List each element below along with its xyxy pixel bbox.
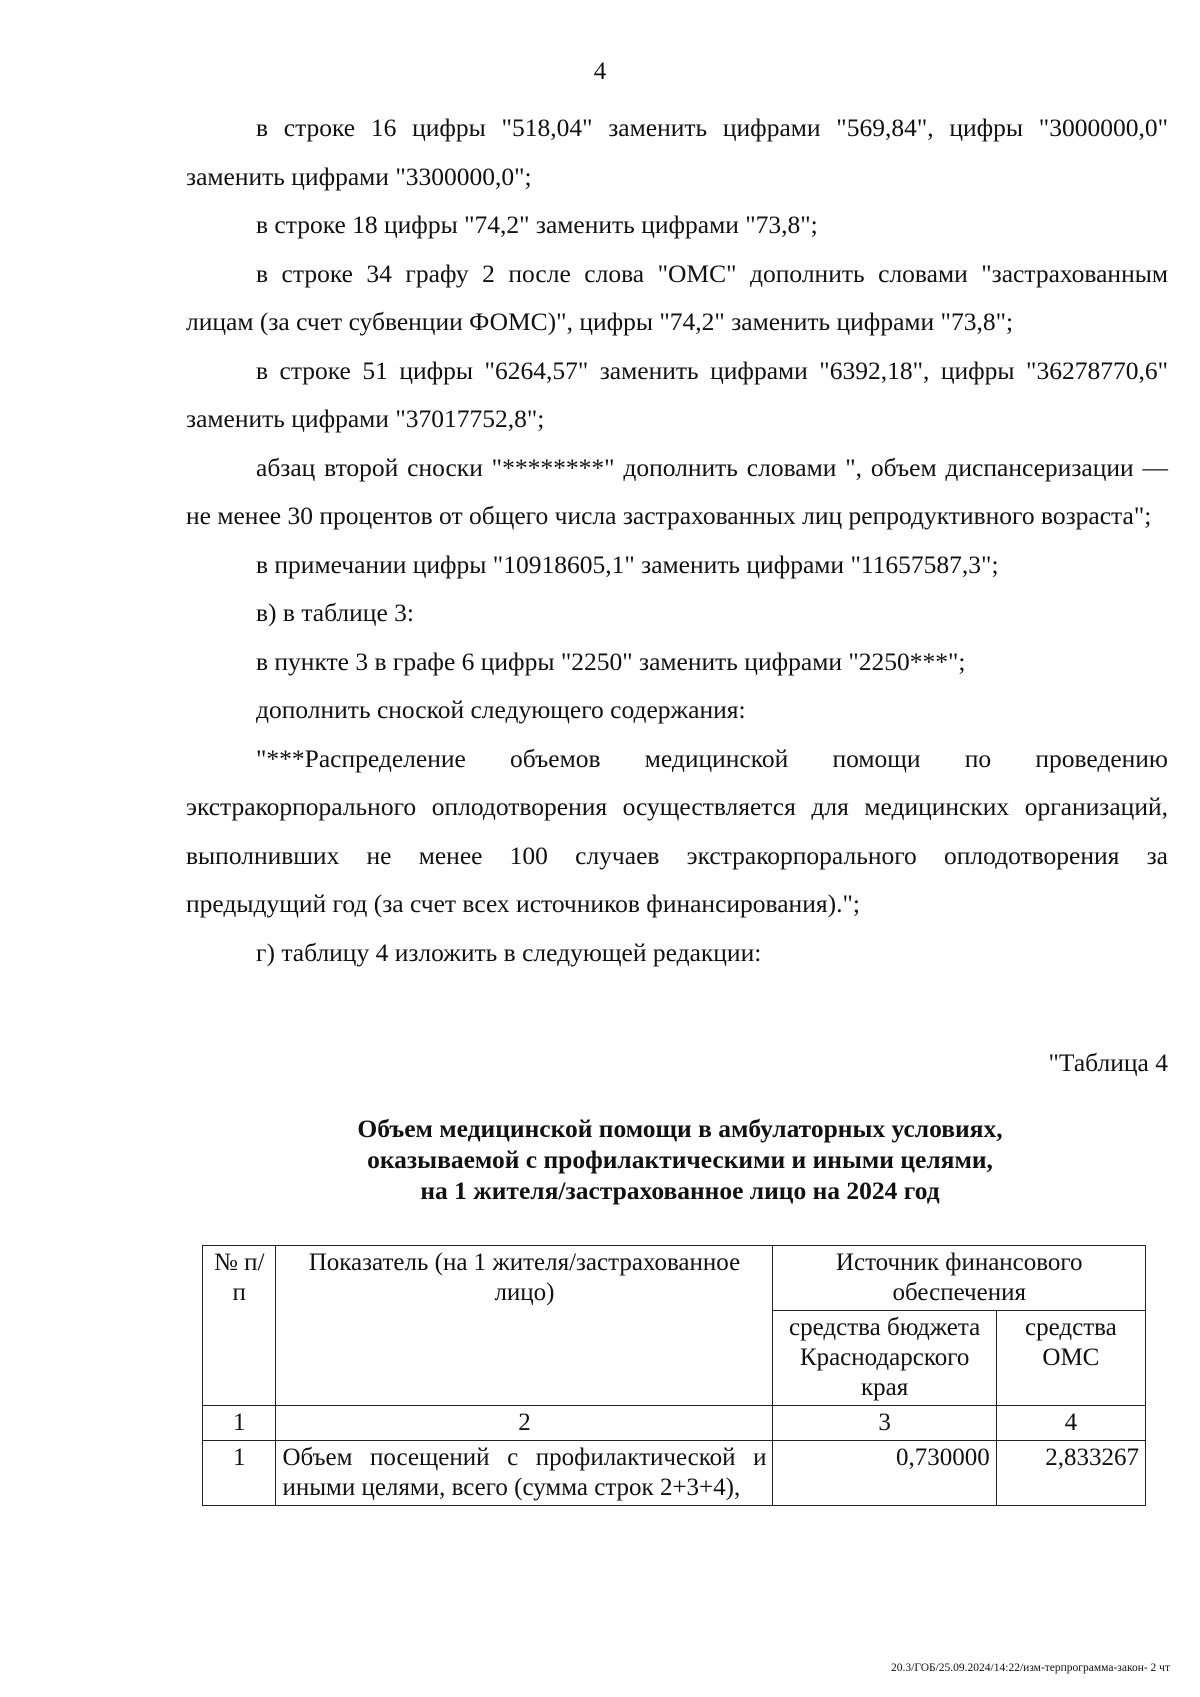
paragraph-line-18: в строке 18 цифры "74,2" заменить цифрами "73,8"; [256, 210, 818, 239]
header-number: № п/п [203, 1246, 276, 1406]
row-indicator: Объем посещений с профилактической и иными целями, всего (сумма строк 2+3+4), [276, 1441, 773, 1506]
column-number-1: 1 [203, 1406, 276, 1441]
row-oms-value: 2,833267 [996, 1441, 1145, 1506]
header-funding-source: Источник финансового обеспечения [773, 1246, 1146, 1311]
table-label: "Таблица 4 [1048, 1048, 1168, 1077]
header-regional-budget: средства бюджета Краснодарского края [773, 1311, 996, 1406]
row-number: 1 [203, 1441, 276, 1506]
column-number-4: 4 [996, 1406, 1145, 1441]
paragraph-table-3: в) в таблице 3: [256, 598, 414, 627]
paragraph-note: в примечании цифры "10918605,1" заменить цифрами "11657587,3"; [256, 549, 999, 579]
column-number-2: 2 [276, 1406, 773, 1441]
paragraph-item-3: в пункте 3 в графе 6 цифры "2250" заменить цифрами "2250***"; [256, 646, 966, 676]
table-row [203, 1441, 1146, 1506]
volume-table [202, 1245, 1146, 1506]
paragraph-footnote-text: "***Распределение объемов медицинской помощи по проведению экстракорпорального оплодотворения осуществляется для медицинских организаций, выполнивших не менее 100 случаев экстракорпорального оплодотворения за предыдущий год (за счет всех источников финансирования)."; [186, 743, 1168, 918]
table-header-row [203, 1246, 1146, 1311]
document-footer: 20.3/ГОБ/25.09.2024/14:22/изм-терпрограмма-закон- 2 чт [891, 1662, 1170, 1674]
document-body [186, 104, 1168, 977]
paragraph-line-34: в строке 34 графу 2 после слова "ОМС" дополнить словами "застрахованным лицам (за счет субвенции ФОМС)", цифры "74,2" заменить цифрами "73,8"; [186, 258, 1168, 336]
table-title [0, 1113, 1200, 1206]
table-title-line-2: оказываемой с профилактическими и иными целями, [367, 1145, 993, 1174]
column-number-3: 3 [773, 1406, 996, 1441]
table-title-line-1: Объем медицинской помощи в амбулаторных условиях, [357, 1114, 1003, 1143]
row-budget-value: 0,730000 [773, 1441, 996, 1506]
paragraph-footnote-amendment: абзац второй сноски "********" дополнить словами ", объем диспансеризации — не менее 30 процентов от общего числа застрахованных лиц репродуктивного возраста"; [186, 452, 1168, 530]
paragraph-line-16: в строке 16 цифры "518,04" заменить цифрами "569,84", цифры "3000000,0" заменить цифрами "3300000,0"; [186, 113, 1168, 191]
paragraph-line-51: в строке 51 цифры "6264,57" заменить цифрами "6392,18", цифры "36278770,6" заменить цифрами "37017752,8"; [186, 355, 1168, 433]
page-number: 4 [593, 58, 607, 85]
paragraph-table-4: г) таблицу 4 изложить в следующей редакции: [256, 937, 762, 967]
table-numbering-row [203, 1406, 1146, 1441]
header-oms-funds: средства ОМС [996, 1311, 1145, 1406]
paragraph-add-footnote: дополнить сноской следующего содержания: [256, 695, 746, 724]
table-title-line-3: на 1 жителя/застрахованное лицо на 2024 год [420, 1176, 940, 1205]
header-indicator: Показатель (на 1 жителя/застрахованное лицо) [276, 1246, 773, 1406]
